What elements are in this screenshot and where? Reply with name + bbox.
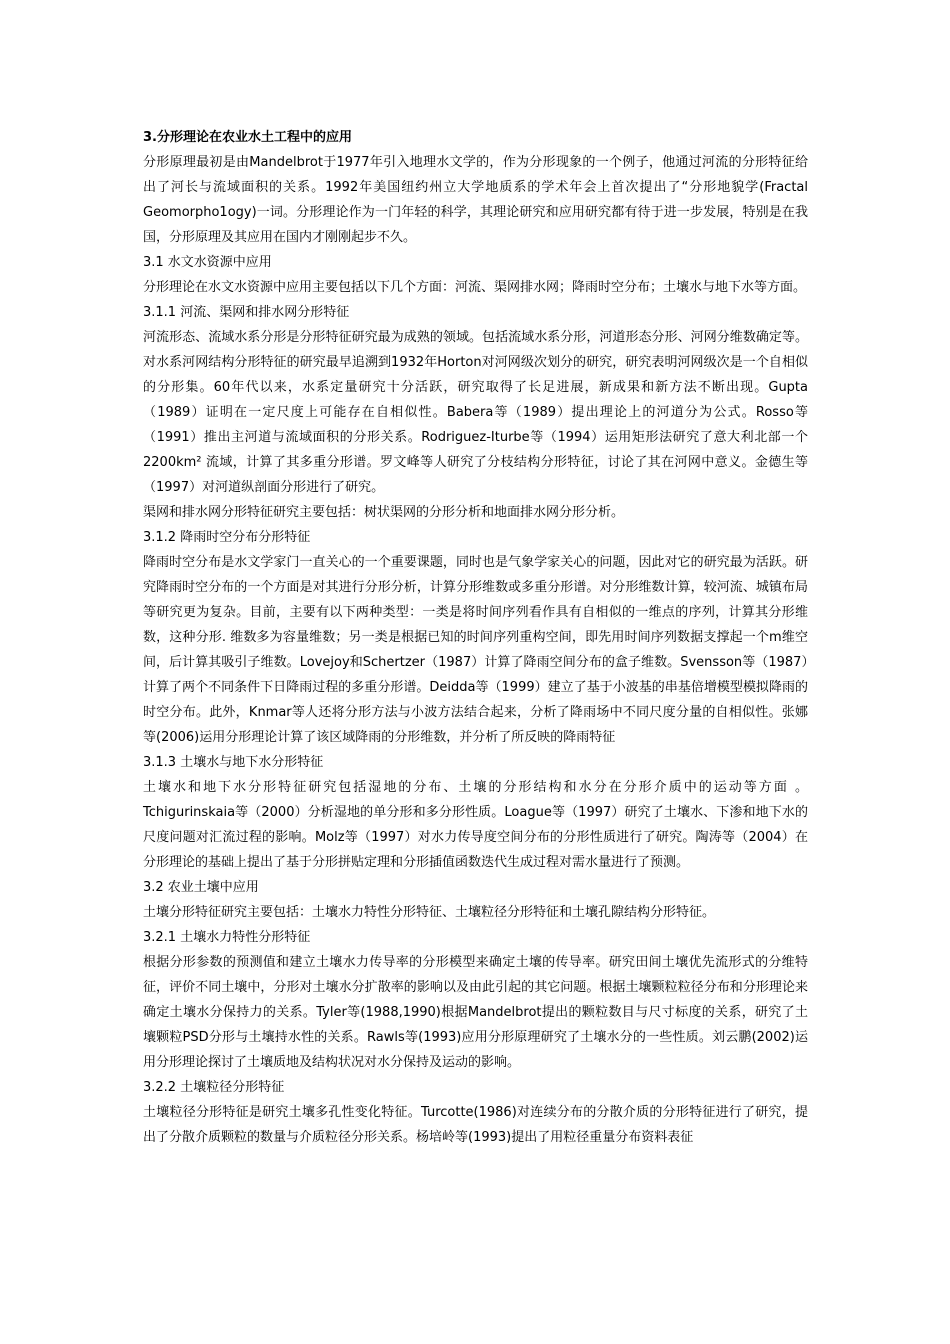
paragraph-river-network: 河流形态、流域水系分形是分形特征研究最为成熟的领域。包括流域水系分形，河道形态分形、河网分维数确定等。对水系河网结构分形特征的研究最早追溯到1932年Horton对河网级次划分的研究，研究表明河网级次是一个自相似的分形集。60年代以来，水系定量研究十分活跃，研究取得了长足进展，新成果和新方法不断出现。Gupta（1989）证明在一定尺度上可能存在自相似性。Babera等（1989）提出理论上的河道分为公式。Rosso等（1991）推出主河道与流域面积的分形关系。Rodriguez-Iturbe等（1994）运用矩形法研究了意大利北部一个2200km² 流域，计算了其多重分形谱。罗文峰等人研究了分枝结构分形特征，讨论了其在河网中意义。金德生等（1997）对河道纵剖面分形进行了研究。 bbox=[143, 330, 808, 495]
document-page bbox=[143, 125, 808, 1150]
paragraph-3-2-overview: 土壤分形特征研究主要包括：土壤水力特性分形特征、土壤粒径分形特征和土壤孔隙结构分形特征。 bbox=[143, 905, 716, 920]
subsection-heading-3-1-3: 3.1.3 土壤水与地下水分形特征 bbox=[143, 755, 324, 770]
section-title: 3.分形理论在农业水土工程中的应用 bbox=[143, 130, 352, 145]
paragraph-hydraulic-properties: 根据分形参数的预测值和建立土壤水力传导率的分形模型来确定土壤的传导率。研究田间土壤优先流形式的分维特征，评价不同土壤中，分形对土壤水分扩散率的影响以及由此引起的其它问题。根据土壤颗粒粒径分布和分形理论来确定土壤水分保持力的关系。Tyler等(1988,1990)根据Mandelbrot提出的颗粒数目与尺寸标度的关系，研究了土壤颗粒PSD分形与土壤持水性的关系。Rawls等(1993)应用分形原理研究了土壤水分的一些性质。刘云鹏(2002)运用分形理论探讨了土壤质地及结构状况对水分保持及运动的影响。 bbox=[143, 955, 808, 1070]
paragraph-3-1-overview: 分形理论在水文水资源中应用主要包括以下几个方面：河流、渠网排水网；降雨时空分布；土壤水与地下水等方面。 bbox=[143, 280, 807, 295]
paragraph-particle-size: 土壤粒径分形特征是研究土壤多孔性变化特征。Turcotte(1986)对连续分布的分散介质的分形特征进行了研究，提出了分散介质颗粒的数量与介质粒径分形关系。杨培岭等(1993)提出了用粒径重量分布资料表征 bbox=[143, 1105, 808, 1145]
subsection-heading-3-1-2: 3.1.2 降雨时空分布分形特征 bbox=[143, 530, 311, 545]
subsection-heading-3-1: 3.1 水文水资源中应用 bbox=[143, 255, 272, 270]
subsection-heading-3-2-2: 3.2.2 土壤粒径分形特征 bbox=[143, 1080, 285, 1095]
paragraph-soil-groundwater: 土壤水和地下水分形特征研究包括湿地的分布、土壤的分形结构和水分在分形介质中的运动等方面 。Tchigurinskaia等（2000）分析湿地的单分形和多分形性质。Loague等（1997）研究了土壤水、下渗和地下水的尺度问题对汇流过程的影响。Molz等（1997）对水力传导度空间分布的分形性质进行了研究。陶涛等（2004）在分形理论的基础上提出了基于分形拼贴定理和分形插值函数迭代生成过程对需水量进行了预测。 bbox=[143, 780, 808, 870]
subsection-heading-3-2-1: 3.2.1 土壤水力特性分形特征 bbox=[143, 930, 311, 945]
paragraph-rainfall: 降雨时空分布是水文学家门一直关心的一个重要课题，同时也是气象学家关心的问题，因此对它的研究最为活跃。研究降雨时空分布的一个方面是对其进行分形分析，计算分形维数或多重分形谱。对分形维数计算，较河流、城镇布局等研究更为复杂。目前，主要有以下两种类型：一类是将时间序列看作具有自相似的一维点的序列，计算其分形维数，这种分形. 维数多为容量维数；另一类是根据已知的时间序列重构空间，即先用时间序列数据支撑起一个m维空间，后计算其吸引子维数。Lovejoy和Schertzer（1987）计算了降雨空间分布的盒子维数。Svensson等（1987）计算了两个不同条件下日降雨过程的多重分形谱。Deidda等（1999）建立了基于小波基的串基倍增模型模拟降雨的时空分布。此外，Knmar等人还将分形方法与小波方法结合起来，分析了降雨场中不同尺度分量的自相似性。张娜等(2006)运用分形理论计算了该区域降雨的分形维数，并分析了所反映的降雨特征 bbox=[143, 555, 808, 745]
paragraph-canal-network: 渠网和排水网分形特征研究主要包括：树状渠网的分形分析和地面排水网分形分析。 bbox=[143, 505, 625, 520]
intro-paragraph: 分形原理最初是由Mandelbrot于1977年引入地理水文学的，作为分形现象的一个例子，他通过河流的分形特征给出了河长与流域面积的关系。1992年美国纽约州立大学地质系的学术年会上首次提出了“分形地貌学(Fractal Geomorpho1ogy)一词。分形理论作为一门年轻的科学，其理论研究和应用研究都有待于进一步发展，特别是在我国，分形原理及其应用在国内才刚刚起步不久。 bbox=[143, 155, 808, 245]
subsection-heading-3-2: 3.2 农业土壤中应用 bbox=[143, 880, 259, 895]
subsection-heading-3-1-1: 3.1.1 河流、渠网和排水网分形特征 bbox=[143, 305, 350, 320]
